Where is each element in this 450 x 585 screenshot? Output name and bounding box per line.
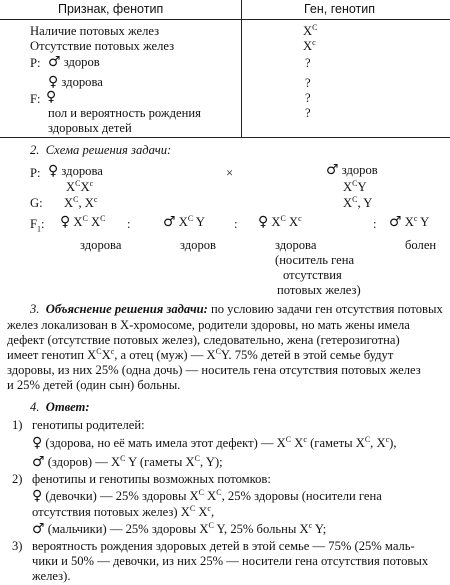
- offspring-genotype: ♀ $X^C$ $X^C$: [60, 214, 106, 230]
- answer-item-num: 1): [12, 418, 23, 432]
- answer-item-num: 2): [12, 472, 23, 486]
- answer-line: ♀ (девочки) — 25% здоровы $Х^C$ $X^C$, 25% здоровы (носители гена: [32, 488, 382, 504]
- explanation-line: желез локализован в Х-хромосоме, родители здоровы, но мать жены имела: [7, 318, 410, 332]
- male-icon: ♂: [32, 521, 45, 537]
- offspring-genotype: ♀ $X^C$ $X^c$: [258, 214, 302, 230]
- scheme-heading: 2. Схема решения задачи:: [30, 143, 172, 157]
- answer-item-text: генотипы родителей:: [32, 418, 145, 432]
- colon: :: [373, 217, 377, 231]
- male-icon: ♂: [389, 214, 402, 230]
- female-icon: ♀: [48, 163, 59, 179]
- answer-line: ♀ (здорова, но её мать имела этот дефект) — $Х^C$ $X^c$ (гаметы $Х^C$, $X^c$),: [32, 435, 397, 451]
- table-question: ?: [305, 91, 311, 105]
- scheme-p-male: ♂ здоров: [326, 162, 378, 178]
- explanation-line: здоровы, из них 25% (одна дочь) — носитель гена отсутствия потовых желез: [7, 363, 421, 377]
- female-icon: ♀: [48, 74, 59, 90]
- answer-heading: 4. Ответ:: [30, 400, 90, 414]
- table-column-divider: [241, 0, 242, 137]
- offspring-phenotype: (носитель гена: [275, 253, 355, 267]
- scheme-male-gametes: $X^C$, Y: [343, 195, 373, 210]
- table-question: ?: [305, 56, 311, 70]
- answer-item-text: чики и 50% — девочки, из них 25% — носители гена отсутствия потовых: [32, 554, 429, 568]
- scheme-g-label: G:: [30, 196, 43, 210]
- male-icon: ♂: [32, 454, 45, 470]
- offspring-genotype: ♂ $X^C$ Y: [163, 214, 205, 230]
- table-header-trait: Признак, фенотип: [58, 2, 164, 16]
- female-icon: ♀: [32, 435, 43, 451]
- male-icon: ♂: [48, 54, 61, 70]
- table-bottom-divider: [0, 137, 450, 138]
- offspring-phenotype: отсутствия: [283, 268, 342, 282]
- offspring-phenotype: болен: [405, 238, 437, 252]
- colon: :: [127, 217, 131, 231]
- table-f-label: F:: [30, 92, 41, 106]
- scheme-p-female: ♀ здорова: [48, 163, 103, 179]
- table-row-gene: $X^C$: [303, 23, 318, 38]
- scheme-female-gametes: $X^C$, $X^c$: [64, 195, 98, 210]
- offspring-phenotype: здорова: [275, 238, 317, 252]
- table-question: ?: [305, 76, 311, 90]
- explanation-line: и 25% детей (один сын) больны.: [7, 378, 181, 392]
- scheme-female-genotype: $X^CX^c$: [66, 179, 94, 194]
- offspring-phenotype: здоров: [180, 238, 216, 252]
- answer-item-text: желез).: [32, 569, 71, 583]
- explanation-line: имеет генотип $Х^CХ^c$, а отец (муж) — $Х^CY$. 75% детей в этой семье будут: [7, 347, 394, 362]
- female-icon: ♀: [46, 89, 57, 105]
- colon: :: [234, 217, 238, 231]
- male-icon: ♂: [163, 214, 176, 230]
- table-p-male: ♂ здоров: [48, 54, 100, 70]
- explanation-line: дефект (отсутствие потовых желез), следовательно, жена (гетерозиготна): [7, 333, 400, 347]
- offspring-phenotype: здорова: [80, 238, 122, 252]
- offspring-genotype: ♂ $X^c$ Y: [389, 214, 430, 230]
- answer-line: ♂ (здоров) — $Х^C$ Y (гаметы $Х^C$, Y);: [32, 454, 223, 470]
- table-row-trait: Отсутствие потовых желез: [30, 39, 175, 53]
- table-header-gene: Ген, генотип: [304, 2, 376, 16]
- answer-item-text: фенотипы и генотипы возможных потомков:: [32, 472, 271, 486]
- offspring-phenotype: потовых желез): [277, 283, 361, 297]
- female-icon: ♀: [258, 214, 269, 230]
- scheme-p-label: P:: [30, 166, 41, 180]
- table-row-gene: $X^c$: [303, 38, 316, 53]
- scheme-f1-label: $F_1$:: [30, 217, 45, 234]
- scheme-cross: ×: [226, 166, 234, 180]
- table-f-female: [46, 90, 56, 105]
- table-p-female: ♀ здорова: [48, 74, 103, 90]
- answer-line: ♂ (мальчики) — 25% здоровы $Х^C$ Y, 25% больны $Х^c$ Y;: [32, 521, 327, 537]
- answer-item-text: вероятность рождения здоровых детей в этой семье — 75% (25% маль-: [32, 539, 415, 553]
- table-p-label: P:: [30, 56, 41, 70]
- table-header-divider: [0, 19, 450, 20]
- female-icon: ♀: [32, 488, 43, 504]
- table-question: ?: [305, 106, 311, 120]
- answer-item-num: 3): [12, 539, 23, 553]
- table-row-trait: Наличие потовых желез: [30, 24, 160, 38]
- male-icon: ♂: [326, 162, 339, 178]
- scheme-male-genotype: $X^CY$: [343, 179, 367, 194]
- table-f-text: здоровых детей: [48, 121, 132, 135]
- female-icon: ♀: [60, 214, 71, 230]
- table-f-text: пол и вероятность рождения: [48, 106, 201, 120]
- answer-line: отсутствия потовых желез) $Х^C$ $X^c$,: [32, 504, 215, 519]
- explanation-line: 3. Объяснение решения задачи: по условию задачи ген отсутствия потовых: [30, 302, 443, 316]
